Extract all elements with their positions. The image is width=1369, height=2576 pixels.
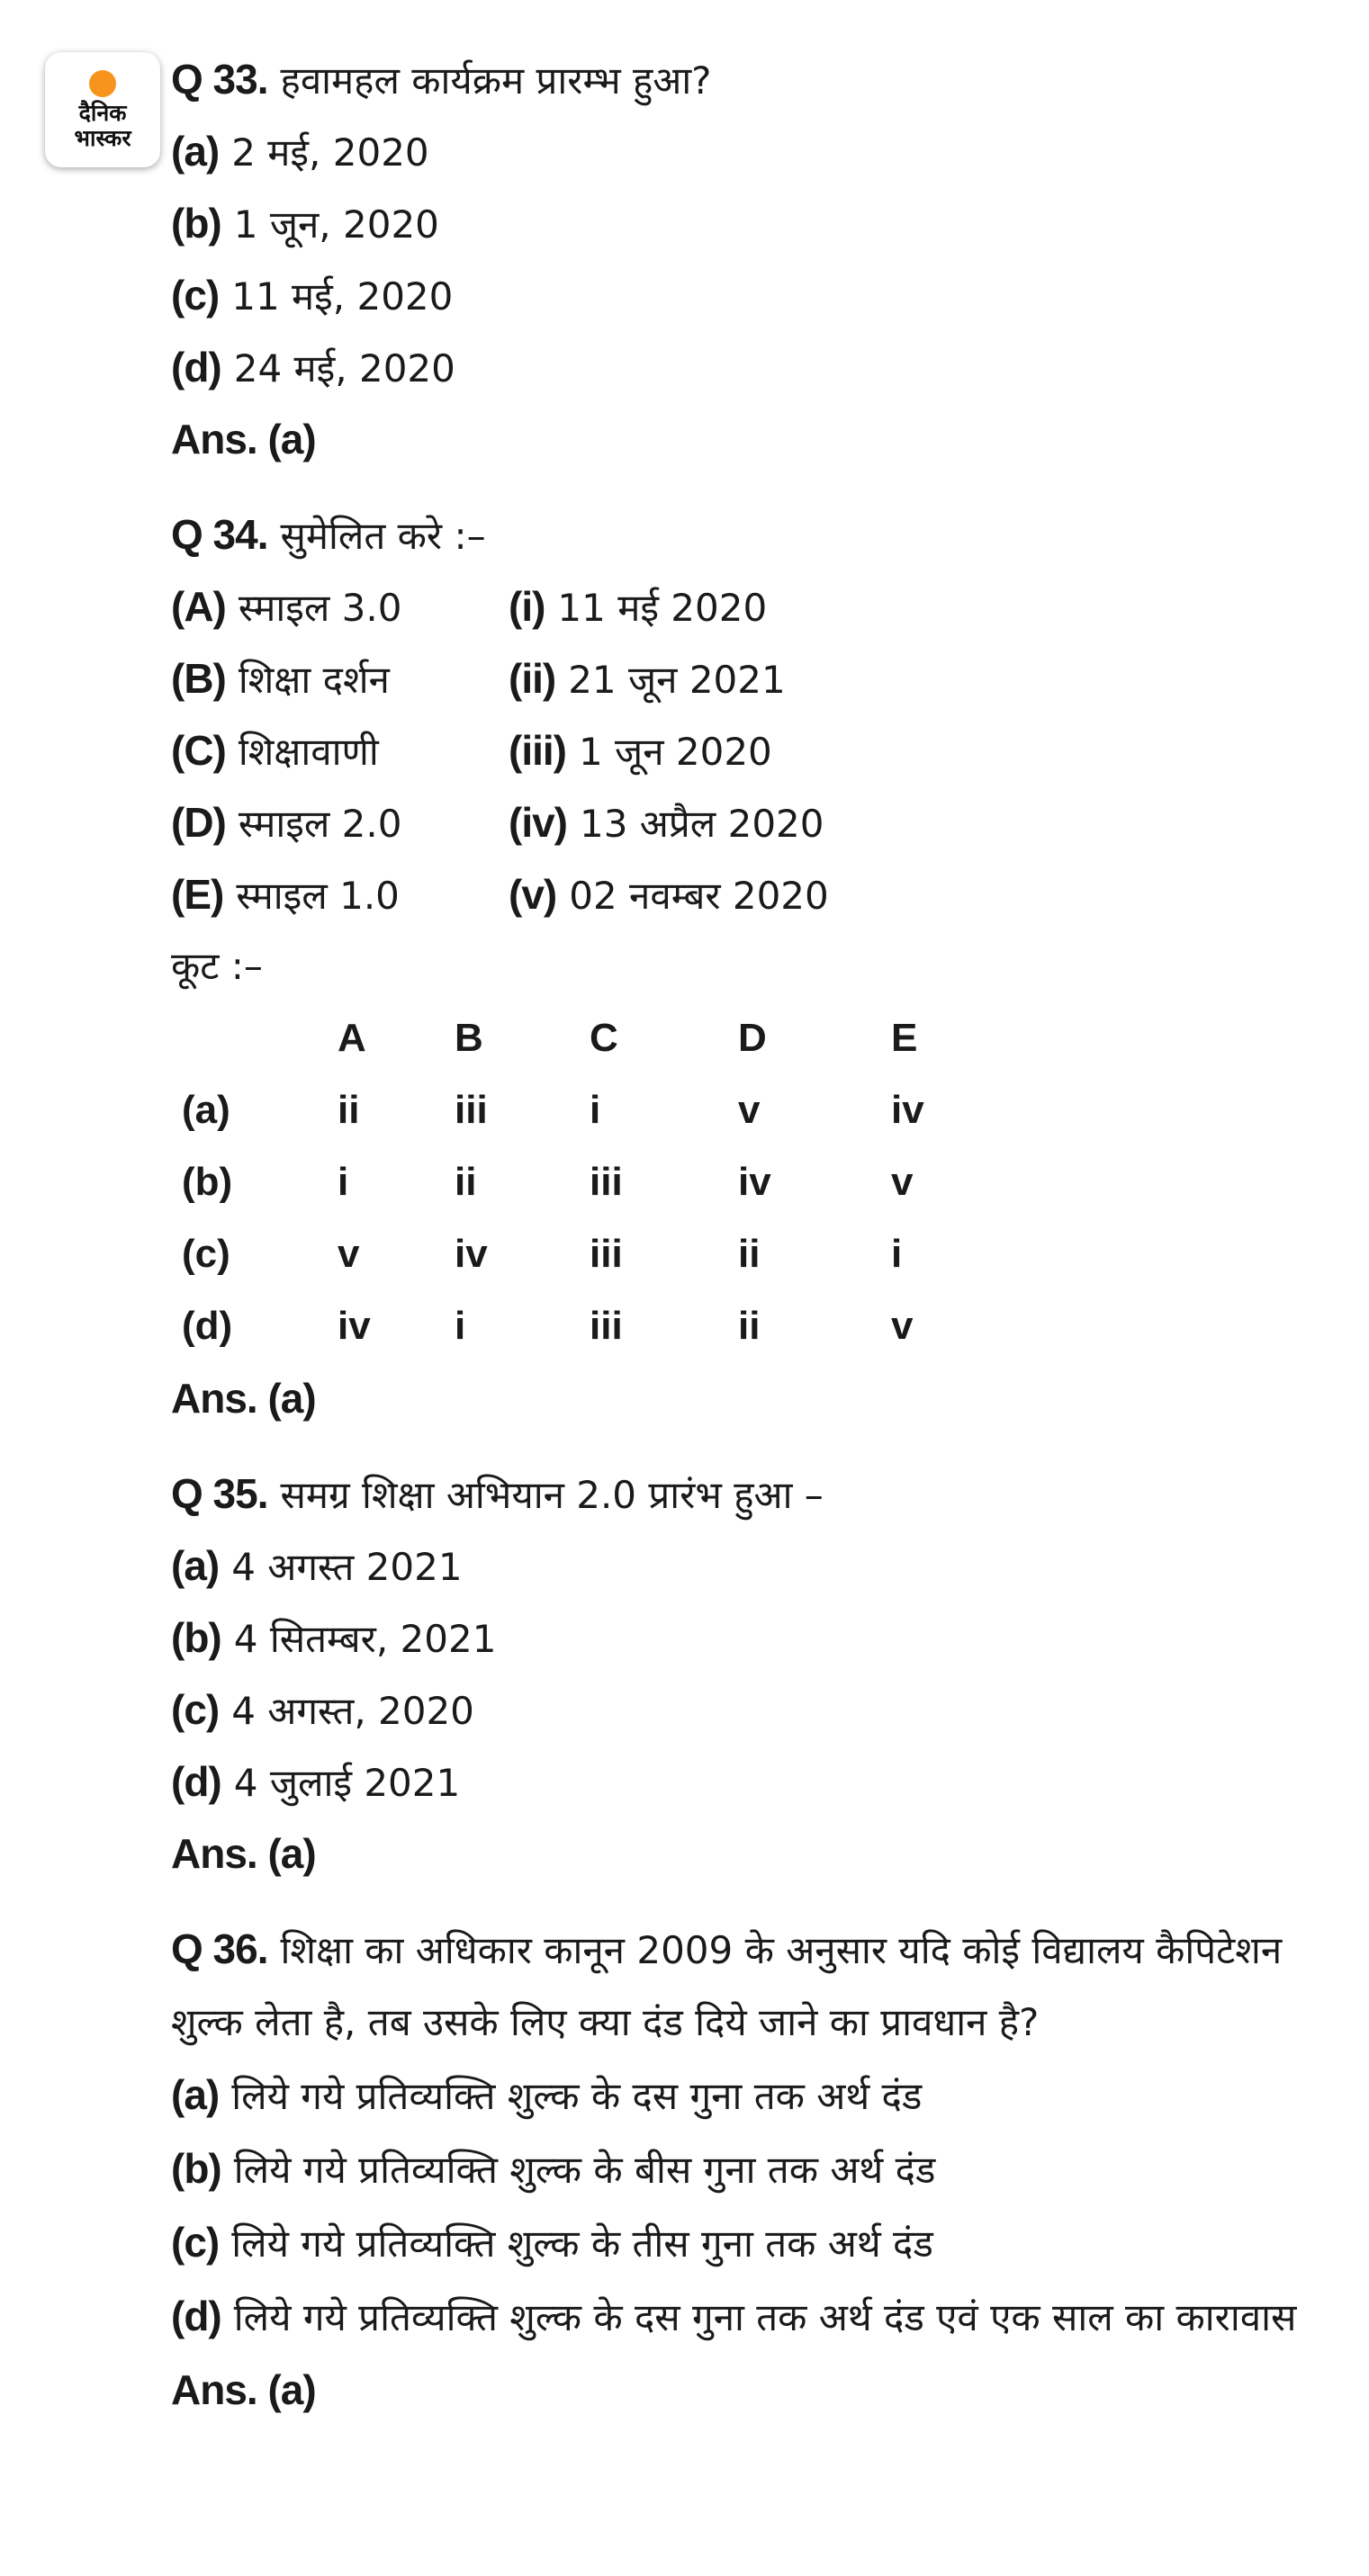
question-text: सुमेलित करे :– bbox=[280, 514, 486, 558]
code-header-cell: B bbox=[455, 1016, 483, 1060]
question-line bbox=[171, 498, 1332, 570]
option-label: (b) bbox=[171, 200, 221, 247]
question-line bbox=[171, 1458, 1332, 1530]
code-row bbox=[171, 1074, 1332, 1146]
code-header-cell: E bbox=[891, 1016, 918, 1060]
right-text: 11 मई 2020 bbox=[557, 586, 768, 630]
left-text: शिक्षा दर्शन bbox=[238, 658, 390, 702]
option-a bbox=[171, 115, 1332, 187]
code-cell: v bbox=[338, 1232, 360, 1276]
question-35 bbox=[171, 1458, 1332, 1889]
match-pair bbox=[171, 570, 1332, 642]
option-label: (d) bbox=[171, 344, 221, 390]
match-pair bbox=[171, 858, 1332, 930]
code-row bbox=[171, 1146, 1332, 1218]
code-cell: iii bbox=[455, 1088, 488, 1132]
code-cell: v bbox=[738, 1088, 761, 1132]
option-b bbox=[171, 1602, 1332, 1674]
left-text: स्माइल 2.0 bbox=[238, 802, 402, 846]
right-label: (ii) bbox=[509, 655, 556, 702]
option-c bbox=[171, 1674, 1332, 1746]
question-33 bbox=[171, 43, 1332, 475]
code-cell: iii bbox=[590, 1232, 623, 1276]
code-cell: i bbox=[455, 1304, 466, 1348]
option-label: (a) bbox=[171, 1542, 220, 1589]
option-label: (a) bbox=[171, 2071, 220, 2118]
option-text: लिये गये प्रतिव्यक्ति शुल्क के तीस गुना तक अर्थ दंड bbox=[231, 2221, 933, 2266]
option-text: 1 जून, 2020 bbox=[233, 202, 439, 247]
left-label: (D) bbox=[171, 799, 226, 846]
option-label: (c) bbox=[171, 1686, 220, 1733]
option-text: 4 अगस्त 2021 bbox=[231, 1545, 463, 1589]
option-d bbox=[171, 1746, 1332, 1818]
option-text: लिये गये प्रतिव्यक्ति शुल्क के दस गुना तक अर्थ दंड bbox=[231, 2074, 923, 2118]
code-cell: i bbox=[590, 1088, 601, 1132]
option-text: लिये गये प्रतिव्यक्ति शुल्क के बीस गुना तक अर्थ दंड bbox=[233, 2148, 936, 2192]
match-pair bbox=[171, 786, 1332, 858]
code-cell: iii bbox=[590, 1304, 623, 1348]
question-line bbox=[171, 43, 1332, 115]
option-label: (c) bbox=[171, 272, 220, 319]
left-label: (B) bbox=[171, 655, 226, 702]
code-cell: v bbox=[891, 1304, 914, 1348]
option-b bbox=[171, 187, 1332, 259]
option-d bbox=[171, 2280, 1332, 2354]
left-text: स्माइल 3.0 bbox=[238, 586, 402, 630]
question-34 bbox=[171, 498, 1332, 1434]
question-number: Q 35. bbox=[171, 1470, 268, 1517]
code-cell: i bbox=[338, 1160, 349, 1204]
question-36 bbox=[171, 1913, 1332, 2426]
code-label: कूट :– bbox=[171, 944, 263, 988]
logo-dot-icon bbox=[89, 70, 116, 97]
right-text: 02 नवम्बर 2020 bbox=[569, 874, 829, 918]
right-label: (i) bbox=[509, 583, 545, 630]
code-cell: ii bbox=[738, 1232, 761, 1276]
right-label: (iii) bbox=[509, 727, 566, 774]
option-a bbox=[171, 2059, 1332, 2132]
answer: Ans. (a) bbox=[171, 2366, 316, 2413]
option-text: 4 अगस्त, 2020 bbox=[231, 1689, 474, 1733]
left-label: (C) bbox=[171, 727, 226, 774]
question-text: हवामहल कार्यक्रम प्रारम्भ हुआ? bbox=[280, 58, 712, 103]
code-header-cell: D bbox=[738, 1016, 767, 1060]
option-a bbox=[171, 1530, 1332, 1602]
option-text: 11 मई, 2020 bbox=[231, 274, 454, 319]
option-label: (d) bbox=[171, 1758, 221, 1805]
code-header-cell: C bbox=[590, 1016, 618, 1060]
code-cell: (c) bbox=[182, 1232, 230, 1276]
right-text: 21 जून 2021 bbox=[568, 658, 786, 702]
dainik-bhaskar-logo bbox=[45, 52, 160, 167]
code-cell: iii bbox=[590, 1160, 623, 1204]
option-label: (d) bbox=[171, 2293, 221, 2339]
code-header-row bbox=[171, 1002, 1332, 1074]
left-label: (A) bbox=[171, 583, 226, 630]
option-b bbox=[171, 2132, 1332, 2206]
code-cell: ii bbox=[455, 1160, 477, 1204]
option-text: 4 जुलाई 2021 bbox=[233, 1761, 461, 1805]
code-cell: iv bbox=[738, 1160, 771, 1204]
code-cell: v bbox=[891, 1160, 914, 1204]
option-label: (c) bbox=[171, 2219, 220, 2266]
option-text: 2 मई, 2020 bbox=[231, 130, 429, 175]
code-cell: i bbox=[891, 1232, 903, 1276]
left-label: (E) bbox=[171, 871, 224, 918]
left-text: शिक्षावाणी bbox=[238, 730, 379, 774]
code-row bbox=[171, 1290, 1332, 1362]
option-label: (b) bbox=[171, 1614, 221, 1661]
code-header-cell: A bbox=[338, 1016, 366, 1060]
option-text: 24 मई, 2020 bbox=[233, 346, 455, 390]
right-label: (iv) bbox=[509, 799, 567, 846]
code-cell: (a) bbox=[182, 1088, 230, 1132]
quiz-content bbox=[171, 43, 1332, 2426]
question-number: Q 34. bbox=[171, 511, 268, 558]
answer: Ans. (a) bbox=[171, 1375, 316, 1422]
code-cell: (d) bbox=[182, 1304, 233, 1348]
option-label: (b) bbox=[171, 2145, 221, 2192]
match-pair bbox=[171, 642, 1332, 714]
option-text: लिये गये प्रतिव्यक्ति शुल्क के दस गुना तक अर्थ दंड एवं एक साल का कारावास bbox=[233, 2295, 1297, 2339]
option-d bbox=[171, 331, 1332, 403]
code-cell: iv bbox=[891, 1088, 924, 1132]
code-cell: iv bbox=[455, 1232, 488, 1276]
question-line bbox=[171, 1913, 1332, 2059]
answer: Ans. (a) bbox=[171, 416, 316, 462]
logo-text-line1: दैनिक bbox=[78, 100, 127, 126]
match-pair bbox=[171, 714, 1332, 786]
code-row bbox=[171, 1218, 1332, 1290]
code-cell: ii bbox=[738, 1304, 761, 1348]
option-c bbox=[171, 259, 1332, 331]
right-label: (v) bbox=[509, 871, 557, 918]
right-text: 13 अप्रैल 2020 bbox=[580, 802, 824, 846]
question-text: समग्र शिक्षा अभियान 2.0 प्रारंभ हुआ – bbox=[280, 1473, 824, 1517]
code-cell: iv bbox=[338, 1304, 371, 1348]
code-cell: (b) bbox=[182, 1160, 233, 1204]
option-c bbox=[171, 2206, 1332, 2280]
option-label: (a) bbox=[171, 128, 220, 175]
answer: Ans. (a) bbox=[171, 1830, 316, 1877]
right-text: 1 जून 2020 bbox=[578, 730, 772, 774]
logo-text-line2: भास्कर bbox=[74, 125, 131, 151]
question-text: शिक्षा का अधिकार कानून 2009 के अनुसार यदि कोई विद्यालय कैपिटेशन शुल्क लेता है, तब उसके लिए क्या दंड दिये जाने का प्रावधान है? bbox=[171, 1928, 1283, 2044]
question-number: Q 33. bbox=[171, 56, 268, 103]
option-text: 4 सितम्बर, 2021 bbox=[233, 1617, 497, 1661]
code-cell: ii bbox=[338, 1088, 360, 1132]
question-number: Q 36. bbox=[171, 1925, 268, 1972]
left-text: स्माइल 1.0 bbox=[236, 874, 400, 918]
